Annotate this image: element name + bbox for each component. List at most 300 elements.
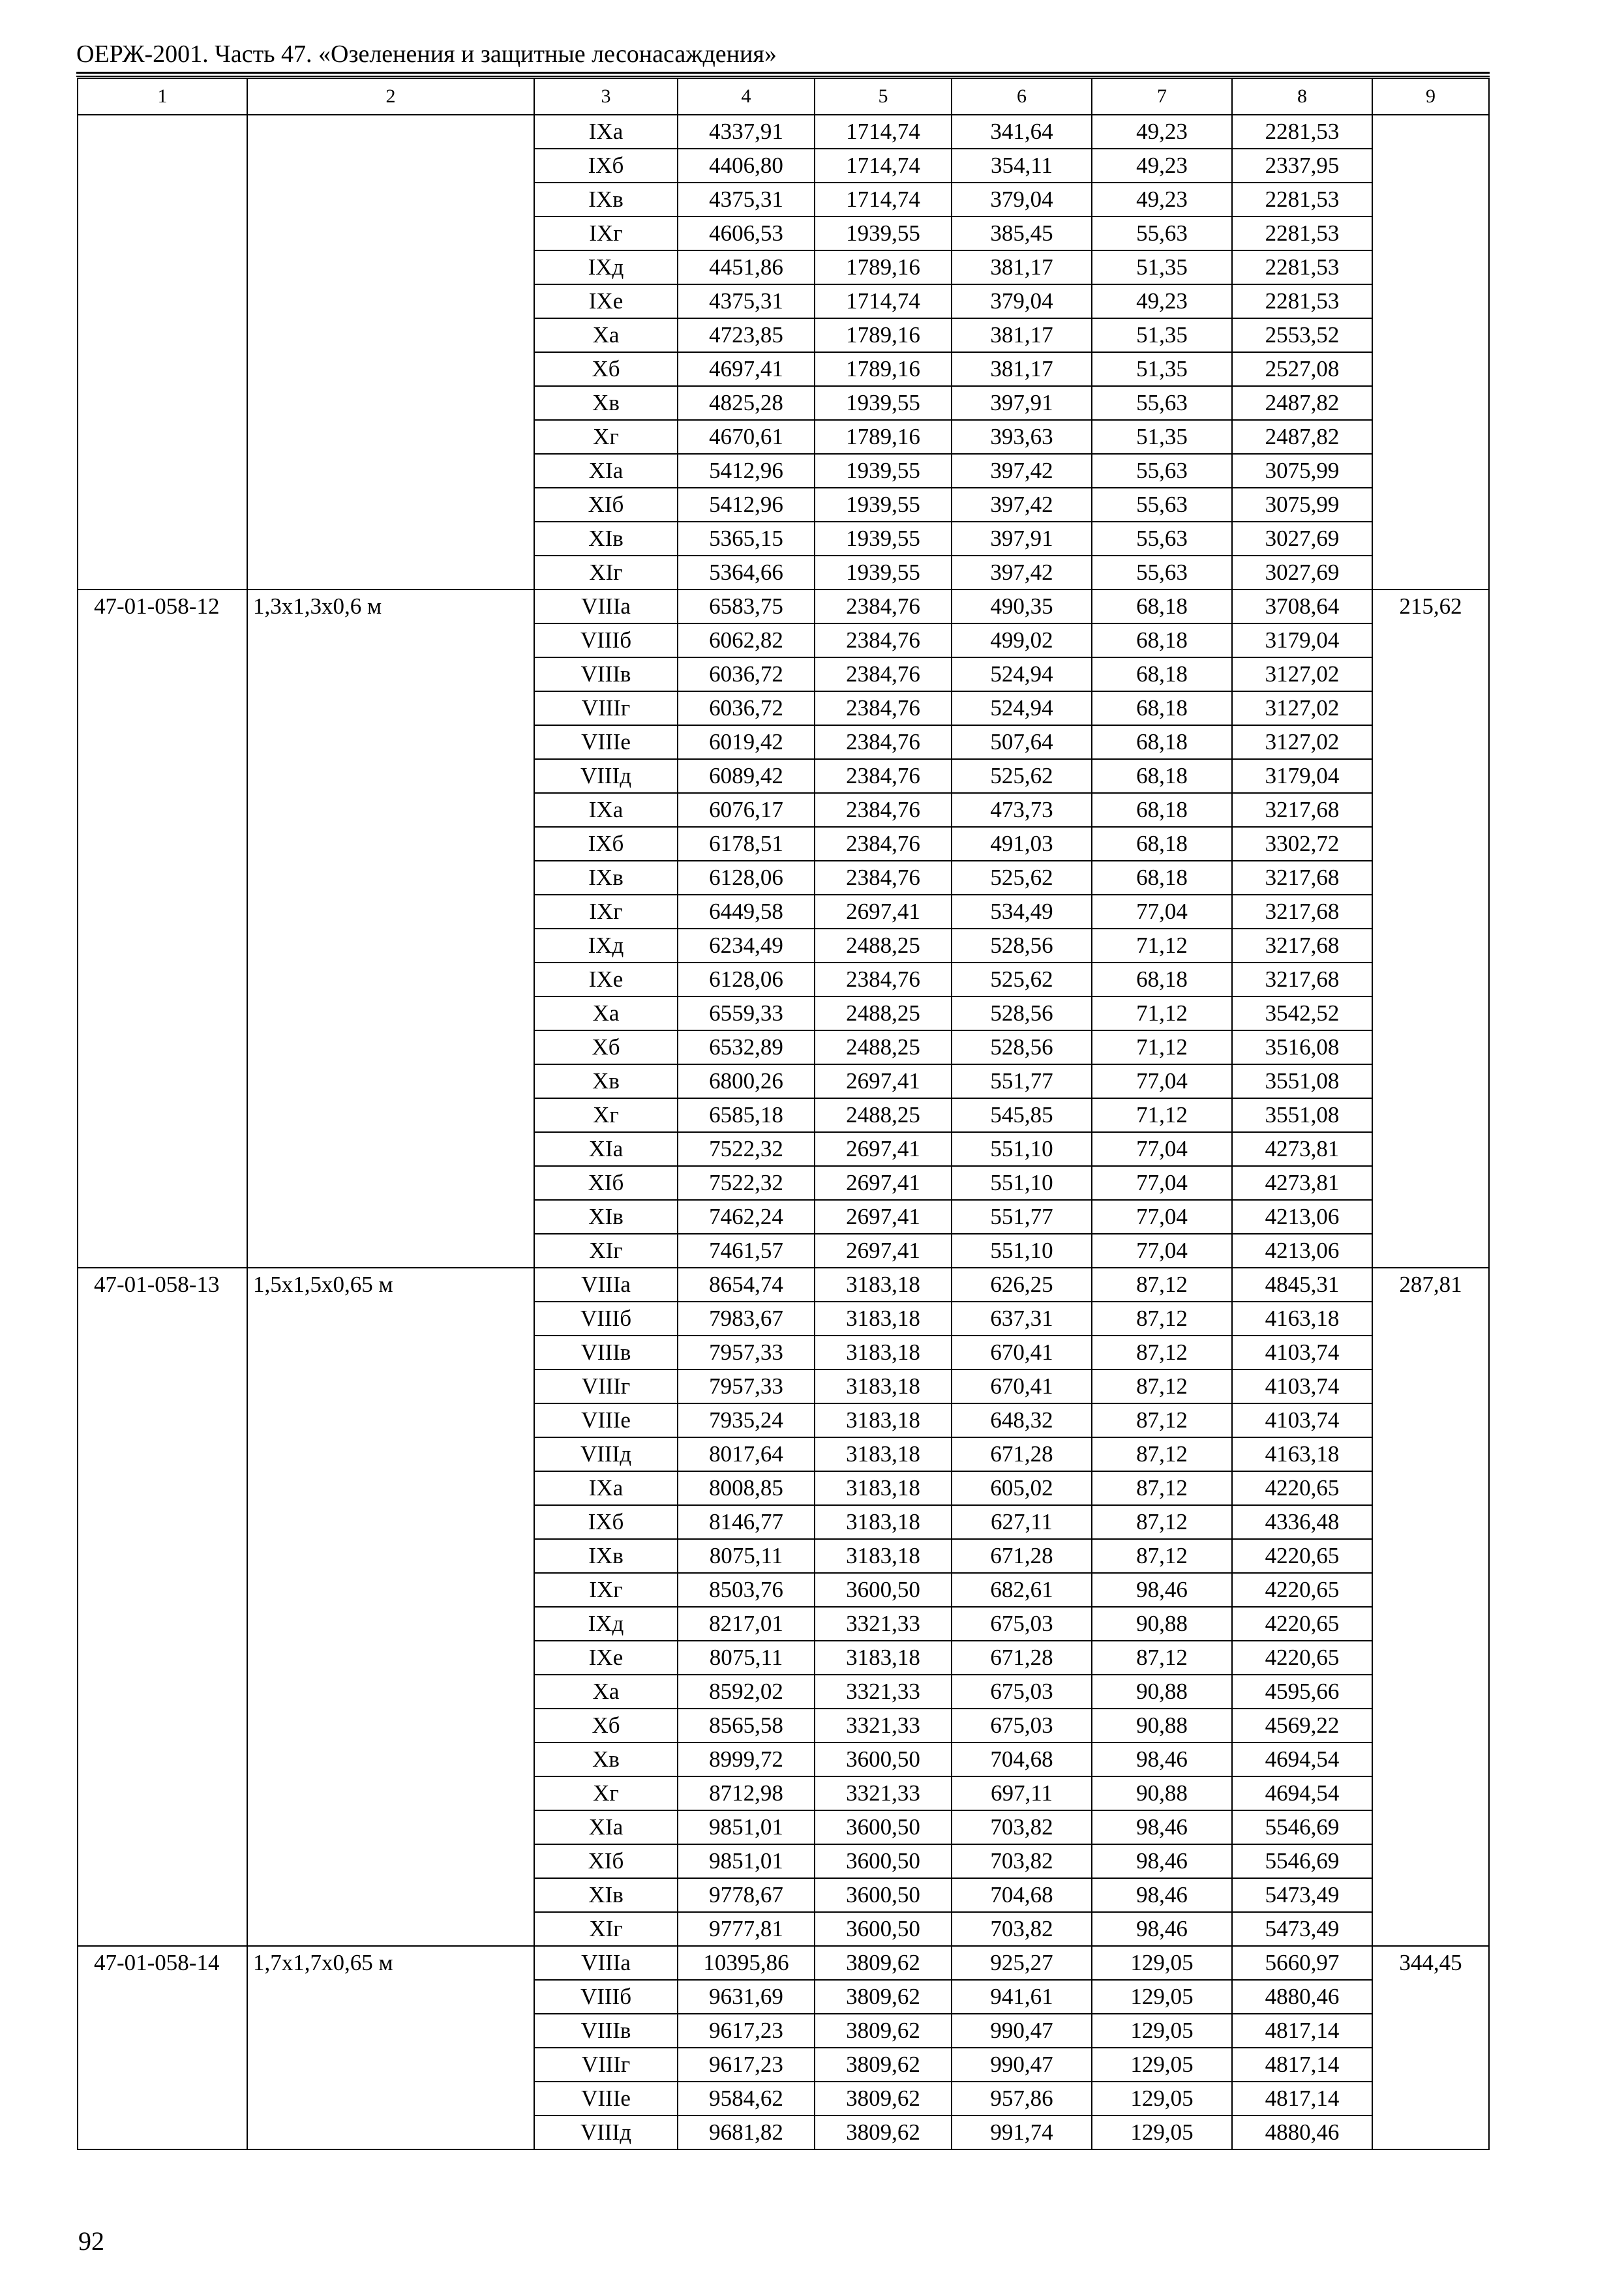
zone-cell: IXе (534, 963, 678, 996)
machinist-wages-cell: 49,23 (1092, 115, 1232, 149)
column-header-9: 9 (1372, 78, 1489, 115)
column-header-1: 1 (78, 78, 247, 115)
materials-cost-cell: 5660,97 (1232, 1946, 1372, 1980)
total-cost-cell: 9584,62 (678, 2082, 815, 2116)
machinist-wages-cell: 87,12 (1092, 1437, 1232, 1471)
total-cost-cell: 8503,76 (678, 1573, 815, 1607)
total-cost-cell: 5365,15 (678, 522, 815, 556)
materials-cost-cell: 4103,74 (1232, 1336, 1372, 1369)
header-rule (76, 72, 1490, 77)
wages-cell: 3600,50 (815, 1912, 952, 1946)
labor-cost-cell: 344,45 (1372, 1946, 1489, 2149)
total-cost-cell: 4670,61 (678, 420, 815, 454)
machine-cost-cell: 627,11 (952, 1505, 1092, 1539)
wages-cell: 2488,25 (815, 996, 952, 1030)
materials-cost-cell: 4103,74 (1232, 1403, 1372, 1437)
materials-cost-cell: 3217,68 (1232, 929, 1372, 963)
total-cost-cell: 6234,49 (678, 929, 815, 963)
zone-cell: IXе (534, 1641, 678, 1675)
machinist-wages-cell: 129,05 (1092, 2116, 1232, 2149)
machine-cost-cell: 551,77 (952, 1200, 1092, 1234)
machinist-wages-cell: 77,04 (1092, 895, 1232, 929)
zone-cell: VIIIа (534, 590, 678, 623)
wages-cell: 3183,18 (815, 1471, 952, 1505)
zone-cell: XIа (534, 454, 678, 488)
machinist-wages-cell: 87,12 (1092, 1369, 1232, 1403)
zone-cell: XIг (534, 1912, 678, 1946)
wages-cell: 1939,55 (815, 556, 952, 590)
zone-cell: IXа (534, 793, 678, 827)
materials-cost-cell: 3075,99 (1232, 488, 1372, 522)
total-cost-cell: 5412,96 (678, 488, 815, 522)
zone-cell: IXд (534, 250, 678, 284)
total-cost-cell: 6532,89 (678, 1030, 815, 1064)
machinist-wages-cell: 55,63 (1092, 217, 1232, 250)
materials-cost-cell: 5546,69 (1232, 1844, 1372, 1878)
machinist-wages-cell: 51,35 (1092, 352, 1232, 386)
machinist-wages-cell: 71,12 (1092, 1098, 1232, 1132)
machine-cost-cell: 675,03 (952, 1675, 1092, 1709)
machinist-wages-cell: 68,18 (1092, 963, 1232, 996)
machine-cost-cell: 675,03 (952, 1607, 1092, 1641)
wages-cell: 2384,76 (815, 827, 952, 861)
zone-cell: IXг (534, 217, 678, 250)
machinist-wages-cell: 77,04 (1092, 1132, 1232, 1166)
materials-cost-cell: 4817,14 (1232, 2082, 1372, 2116)
wages-cell: 1714,74 (815, 149, 952, 183)
materials-cost-cell: 4163,18 (1232, 1437, 1372, 1471)
rate-code-cell (78, 115, 247, 590)
machinist-wages-cell: 55,63 (1092, 386, 1232, 420)
zone-cell: IXб (534, 827, 678, 861)
machine-cost-cell: 524,94 (952, 691, 1092, 725)
materials-cost-cell: 3179,04 (1232, 623, 1372, 657)
machinist-wages-cell: 87,12 (1092, 1505, 1232, 1539)
machinist-wages-cell: 129,05 (1092, 2014, 1232, 2048)
total-cost-cell: 6585,18 (678, 1098, 815, 1132)
column-number-row (78, 78, 1489, 115)
machine-cost-cell: 528,56 (952, 929, 1092, 963)
wages-cell: 3183,18 (815, 1403, 952, 1437)
machine-cost-cell: 499,02 (952, 623, 1092, 657)
machinist-wages-cell: 98,46 (1092, 1743, 1232, 1776)
wages-cell: 1939,55 (815, 217, 952, 250)
machine-cost-cell: 491,03 (952, 827, 1092, 861)
machinist-wages-cell: 71,12 (1092, 996, 1232, 1030)
wages-cell: 3809,62 (815, 2082, 952, 2116)
machine-cost-cell: 385,45 (952, 217, 1092, 250)
wages-cell: 3183,18 (815, 1641, 952, 1675)
machine-cost-cell: 671,28 (952, 1539, 1092, 1573)
zone-cell: IXв (534, 183, 678, 217)
total-cost-cell: 6800,26 (678, 1064, 815, 1098)
materials-cost-cell: 4694,54 (1232, 1743, 1372, 1776)
zone-cell: XIа (534, 1810, 678, 1844)
total-cost-cell: 6036,72 (678, 657, 815, 691)
machine-cost-cell: 605,02 (952, 1471, 1092, 1505)
rates-table (77, 78, 1490, 2150)
machinist-wages-cell: 49,23 (1092, 149, 1232, 183)
machine-cost-cell: 704,68 (952, 1743, 1092, 1776)
table-row (78, 1268, 1489, 1302)
zone-cell: VIIIд (534, 2116, 678, 2149)
wages-cell: 3809,62 (815, 2014, 952, 2048)
machine-cost-cell: 397,42 (952, 488, 1092, 522)
machinist-wages-cell: 98,46 (1092, 1878, 1232, 1912)
wages-cell: 2384,76 (815, 623, 952, 657)
zone-cell: IXд (534, 1607, 678, 1641)
machine-cost-cell: 670,41 (952, 1336, 1092, 1369)
machine-cost-cell: 551,10 (952, 1234, 1092, 1268)
machine-cost-cell: 925,27 (952, 1946, 1092, 1980)
total-cost-cell: 4697,41 (678, 352, 815, 386)
total-cost-cell: 7983,67 (678, 1302, 815, 1336)
machinist-wages-cell: 68,18 (1092, 827, 1232, 861)
machine-cost-cell: 626,25 (952, 1268, 1092, 1302)
total-cost-cell: 6076,17 (678, 793, 815, 827)
wages-cell: 2697,41 (815, 1064, 952, 1098)
machinist-wages-cell: 68,18 (1092, 691, 1232, 725)
total-cost-cell: 7957,33 (678, 1336, 815, 1369)
total-cost-cell: 8999,72 (678, 1743, 815, 1776)
total-cost-cell: 8217,01 (678, 1607, 815, 1641)
pit-size-cell: 1,5х1,5х0,65 м (247, 1268, 534, 1946)
rate-code-cell: 47-01-058-13 (78, 1268, 247, 1946)
machinist-wages-cell: 51,35 (1092, 420, 1232, 454)
wages-cell: 2384,76 (815, 861, 952, 895)
wages-cell: 3600,50 (815, 1878, 952, 1912)
rate-code-cell: 47-01-058-14 (78, 1946, 247, 2149)
column-header-6: 6 (952, 78, 1092, 115)
zone-cell: VIIIв (534, 657, 678, 691)
wages-cell: 1789,16 (815, 318, 952, 352)
total-cost-cell: 5364,66 (678, 556, 815, 590)
machinist-wages-cell: 55,63 (1092, 522, 1232, 556)
machine-cost-cell: 381,17 (952, 250, 1092, 284)
wages-cell: 1789,16 (815, 420, 952, 454)
machinist-wages-cell: 87,12 (1092, 1268, 1232, 1302)
total-cost-cell: 7522,32 (678, 1166, 815, 1200)
labor-cost-cell: 287,81 (1372, 1268, 1489, 1946)
wages-cell: 1939,55 (815, 488, 952, 522)
materials-cost-cell: 3217,68 (1232, 895, 1372, 929)
wages-cell: 3183,18 (815, 1505, 952, 1539)
machinist-wages-cell: 71,12 (1092, 1030, 1232, 1064)
zone-cell: IXа (534, 115, 678, 149)
machinist-wages-cell: 51,35 (1092, 318, 1232, 352)
materials-cost-cell: 4273,81 (1232, 1132, 1372, 1166)
zone-cell: Xа (534, 318, 678, 352)
materials-cost-cell: 2487,82 (1232, 386, 1372, 420)
column-header-3: 3 (534, 78, 678, 115)
machine-cost-cell: 991,74 (952, 2116, 1092, 2149)
labor-cost-cell: 215,62 (1372, 590, 1489, 1268)
zone-cell: XIв (534, 1878, 678, 1912)
zone-cell: Xб (534, 1709, 678, 1743)
machinist-wages-cell: 55,63 (1092, 454, 1232, 488)
materials-cost-cell: 4817,14 (1232, 2014, 1372, 2048)
machine-cost-cell: 703,82 (952, 1844, 1092, 1878)
machinist-wages-cell: 68,18 (1092, 793, 1232, 827)
materials-cost-cell: 4213,06 (1232, 1200, 1372, 1234)
zone-cell: Xб (534, 1030, 678, 1064)
machinist-wages-cell: 87,12 (1092, 1302, 1232, 1336)
wages-cell: 2697,41 (815, 1234, 952, 1268)
wages-cell: 1939,55 (815, 386, 952, 420)
total-cost-cell: 8075,11 (678, 1641, 815, 1675)
materials-cost-cell: 3127,02 (1232, 725, 1372, 759)
total-cost-cell: 7462,24 (678, 1200, 815, 1234)
machine-cost-cell: 393,63 (952, 420, 1092, 454)
total-cost-cell: 6178,51 (678, 827, 815, 861)
wages-cell: 3809,62 (815, 2116, 952, 2149)
pit-size-cell: 1,7х1,7х0,65 м (247, 1946, 534, 2149)
zone-cell: Xа (534, 1675, 678, 1709)
zone-cell: Xа (534, 996, 678, 1030)
materials-cost-cell: 4694,54 (1232, 1776, 1372, 1810)
machine-cost-cell: 534,49 (952, 895, 1092, 929)
zone-cell: Xв (534, 1743, 678, 1776)
wages-cell: 2697,41 (815, 895, 952, 929)
materials-cost-cell: 4213,06 (1232, 1234, 1372, 1268)
machine-cost-cell: 551,10 (952, 1166, 1092, 1200)
wages-cell: 1714,74 (815, 183, 952, 217)
wages-cell: 3183,18 (815, 1437, 952, 1471)
wages-cell: 1939,55 (815, 522, 952, 556)
machinist-wages-cell: 90,88 (1092, 1776, 1232, 1810)
machinist-wages-cell: 49,23 (1092, 284, 1232, 318)
wages-cell: 2384,76 (815, 691, 952, 725)
materials-cost-cell: 4569,22 (1232, 1709, 1372, 1743)
materials-cost-cell: 4880,46 (1232, 1980, 1372, 2014)
wages-cell: 3600,50 (815, 1844, 952, 1878)
machinist-wages-cell: 68,18 (1092, 657, 1232, 691)
total-cost-cell: 8654,74 (678, 1268, 815, 1302)
wages-cell: 2488,25 (815, 929, 952, 963)
total-cost-cell: 8075,11 (678, 1539, 815, 1573)
pit-size-cell (247, 115, 534, 590)
materials-cost-cell: 2337,95 (1232, 149, 1372, 183)
total-cost-cell: 4375,31 (678, 284, 815, 318)
machine-cost-cell: 957,86 (952, 2082, 1092, 2116)
machine-cost-cell: 379,04 (952, 284, 1092, 318)
zone-cell: VIIIг (534, 691, 678, 725)
machinist-wages-cell: 129,05 (1092, 1980, 1232, 2014)
machine-cost-cell: 990,47 (952, 2014, 1092, 2048)
zone-cell: VIIIв (534, 1336, 678, 1369)
total-cost-cell: 8008,85 (678, 1471, 815, 1505)
machine-cost-cell: 397,42 (952, 454, 1092, 488)
zone-cell: VIIIб (534, 1302, 678, 1336)
materials-cost-cell: 3302,72 (1232, 827, 1372, 861)
total-cost-cell: 7522,32 (678, 1132, 815, 1166)
machine-cost-cell: 670,41 (952, 1369, 1092, 1403)
total-cost-cell: 8565,58 (678, 1709, 815, 1743)
wages-cell: 3321,33 (815, 1675, 952, 1709)
total-cost-cell: 8592,02 (678, 1675, 815, 1709)
total-cost-cell: 6062,82 (678, 623, 815, 657)
total-cost-cell: 9681,82 (678, 2116, 815, 2149)
machinist-wages-cell: 87,12 (1092, 1641, 1232, 1675)
machine-cost-cell: 525,62 (952, 861, 1092, 895)
wages-cell: 1714,74 (815, 284, 952, 318)
zone-cell: Xб (534, 352, 678, 386)
machine-cost-cell: 682,61 (952, 1573, 1092, 1607)
total-cost-cell: 7957,33 (678, 1369, 815, 1403)
materials-cost-cell: 4220,65 (1232, 1573, 1372, 1607)
zone-cell: VIIIг (534, 1369, 678, 1403)
zone-cell: Xг (534, 420, 678, 454)
materials-cost-cell: 2553,52 (1232, 318, 1372, 352)
zone-cell: VIIIд (534, 1437, 678, 1471)
pit-size-cell: 1,3х1,3х0,6 м (247, 590, 534, 1268)
machinist-wages-cell: 77,04 (1092, 1200, 1232, 1234)
machine-cost-cell: 381,17 (952, 318, 1092, 352)
zone-cell: Xг (534, 1776, 678, 1810)
total-cost-cell: 4723,85 (678, 318, 815, 352)
machine-cost-cell: 473,73 (952, 793, 1092, 827)
zone-cell: XIб (534, 488, 678, 522)
total-cost-cell: 6449,58 (678, 895, 815, 929)
wages-cell: 3183,18 (815, 1369, 952, 1403)
total-cost-cell: 9778,67 (678, 1878, 815, 1912)
machine-cost-cell: 671,28 (952, 1437, 1092, 1471)
materials-cost-cell: 5546,69 (1232, 1810, 1372, 1844)
materials-cost-cell: 5473,49 (1232, 1912, 1372, 1946)
wages-cell: 3183,18 (815, 1302, 952, 1336)
zone-cell: VIIIг (534, 2048, 678, 2082)
wages-cell: 2488,25 (815, 1098, 952, 1132)
table-row (78, 590, 1489, 623)
wages-cell: 1789,16 (815, 250, 952, 284)
machinist-wages-cell: 55,63 (1092, 556, 1232, 590)
machinist-wages-cell: 90,88 (1092, 1607, 1232, 1641)
zone-cell: VIIIв (534, 2014, 678, 2048)
total-cost-cell: 9631,69 (678, 1980, 815, 2014)
machinist-wages-cell: 68,18 (1092, 861, 1232, 895)
column-header-4: 4 (678, 78, 815, 115)
materials-cost-cell: 3075,99 (1232, 454, 1372, 488)
total-cost-cell: 9617,23 (678, 2048, 815, 2082)
total-cost-cell: 6036,72 (678, 691, 815, 725)
wages-cell: 2384,76 (815, 793, 952, 827)
rate-code-cell: 47-01-058-12 (78, 590, 247, 1268)
machine-cost-cell: 675,03 (952, 1709, 1092, 1743)
machine-cost-cell: 551,77 (952, 1064, 1092, 1098)
total-cost-cell: 7935,24 (678, 1403, 815, 1437)
column-header-5: 5 (815, 78, 952, 115)
zone-cell: IXг (534, 1573, 678, 1607)
machinist-wages-cell: 68,18 (1092, 759, 1232, 793)
machinist-wages-cell: 98,46 (1092, 1844, 1232, 1878)
machinist-wages-cell: 90,88 (1092, 1675, 1232, 1709)
wages-cell: 3321,33 (815, 1607, 952, 1641)
table-row (78, 115, 1489, 149)
wages-cell: 2384,76 (815, 725, 952, 759)
wages-cell: 2697,41 (815, 1166, 952, 1200)
wages-cell: 3321,33 (815, 1776, 952, 1810)
materials-cost-cell: 3708,64 (1232, 590, 1372, 623)
machine-cost-cell: 648,32 (952, 1403, 1092, 1437)
materials-cost-cell: 2487,82 (1232, 420, 1372, 454)
zone-cell: XIб (534, 1844, 678, 1878)
total-cost-cell: 4606,53 (678, 217, 815, 250)
machine-cost-cell: 354,11 (952, 149, 1092, 183)
machine-cost-cell: 703,82 (952, 1912, 1092, 1946)
machine-cost-cell: 525,62 (952, 963, 1092, 996)
column-header-7: 7 (1092, 78, 1232, 115)
materials-cost-cell: 2281,53 (1232, 183, 1372, 217)
materials-cost-cell: 4220,65 (1232, 1607, 1372, 1641)
machine-cost-cell: 397,91 (952, 386, 1092, 420)
zone-cell: XIб (534, 1166, 678, 1200)
materials-cost-cell: 3127,02 (1232, 657, 1372, 691)
materials-cost-cell: 4880,46 (1232, 2116, 1372, 2149)
machinist-wages-cell: 68,18 (1092, 590, 1232, 623)
column-header-8: 8 (1232, 78, 1372, 115)
total-cost-cell: 6128,06 (678, 963, 815, 996)
zone-cell: IXе (534, 284, 678, 318)
machine-cost-cell: 671,28 (952, 1641, 1092, 1675)
total-cost-cell: 4406,80 (678, 149, 815, 183)
total-cost-cell: 4825,28 (678, 386, 815, 420)
zone-cell: IXв (534, 1539, 678, 1573)
machine-cost-cell: 341,64 (952, 115, 1092, 149)
zone-cell: Xв (534, 1064, 678, 1098)
materials-cost-cell: 3027,69 (1232, 556, 1372, 590)
zone-cell: XIа (534, 1132, 678, 1166)
machinist-wages-cell: 129,05 (1092, 2048, 1232, 2082)
machinist-wages-cell: 87,12 (1092, 1539, 1232, 1573)
table-row (78, 1946, 1489, 1980)
materials-cost-cell: 4220,65 (1232, 1641, 1372, 1675)
total-cost-cell: 9851,01 (678, 1844, 815, 1878)
zone-cell: VIIIб (534, 623, 678, 657)
materials-cost-cell: 4845,31 (1232, 1268, 1372, 1302)
machine-cost-cell: 528,56 (952, 1030, 1092, 1064)
machinist-wages-cell: 129,05 (1092, 2082, 1232, 2116)
wages-cell: 2697,41 (815, 1200, 952, 1234)
total-cost-cell: 9777,81 (678, 1912, 815, 1946)
wages-cell: 2384,76 (815, 963, 952, 996)
machinist-wages-cell: 98,46 (1092, 1912, 1232, 1946)
materials-cost-cell: 2281,53 (1232, 115, 1372, 149)
materials-cost-cell: 3551,08 (1232, 1098, 1372, 1132)
machine-cost-cell: 697,11 (952, 1776, 1092, 1810)
wages-cell: 3809,62 (815, 2048, 952, 2082)
zone-cell: XIв (534, 522, 678, 556)
machine-cost-cell: 524,94 (952, 657, 1092, 691)
machine-cost-cell: 397,91 (952, 522, 1092, 556)
materials-cost-cell: 4163,18 (1232, 1302, 1372, 1336)
total-cost-cell: 5412,96 (678, 454, 815, 488)
wages-cell: 1714,74 (815, 115, 952, 149)
total-cost-cell: 4451,86 (678, 250, 815, 284)
machinist-wages-cell: 87,12 (1092, 1403, 1232, 1437)
machinist-wages-cell: 49,23 (1092, 183, 1232, 217)
wages-cell: 1939,55 (815, 454, 952, 488)
total-cost-cell: 6019,42 (678, 725, 815, 759)
machine-cost-cell: 990,47 (952, 2048, 1092, 2082)
zone-cell: IXб (534, 1505, 678, 1539)
total-cost-cell: 9617,23 (678, 2014, 815, 2048)
machinist-wages-cell: 77,04 (1092, 1064, 1232, 1098)
materials-cost-cell: 3217,68 (1232, 963, 1372, 996)
wages-cell: 1789,16 (815, 352, 952, 386)
machinist-wages-cell: 71,12 (1092, 929, 1232, 963)
wages-cell: 3600,50 (815, 1743, 952, 1776)
page-number: 92 (78, 2226, 104, 2256)
